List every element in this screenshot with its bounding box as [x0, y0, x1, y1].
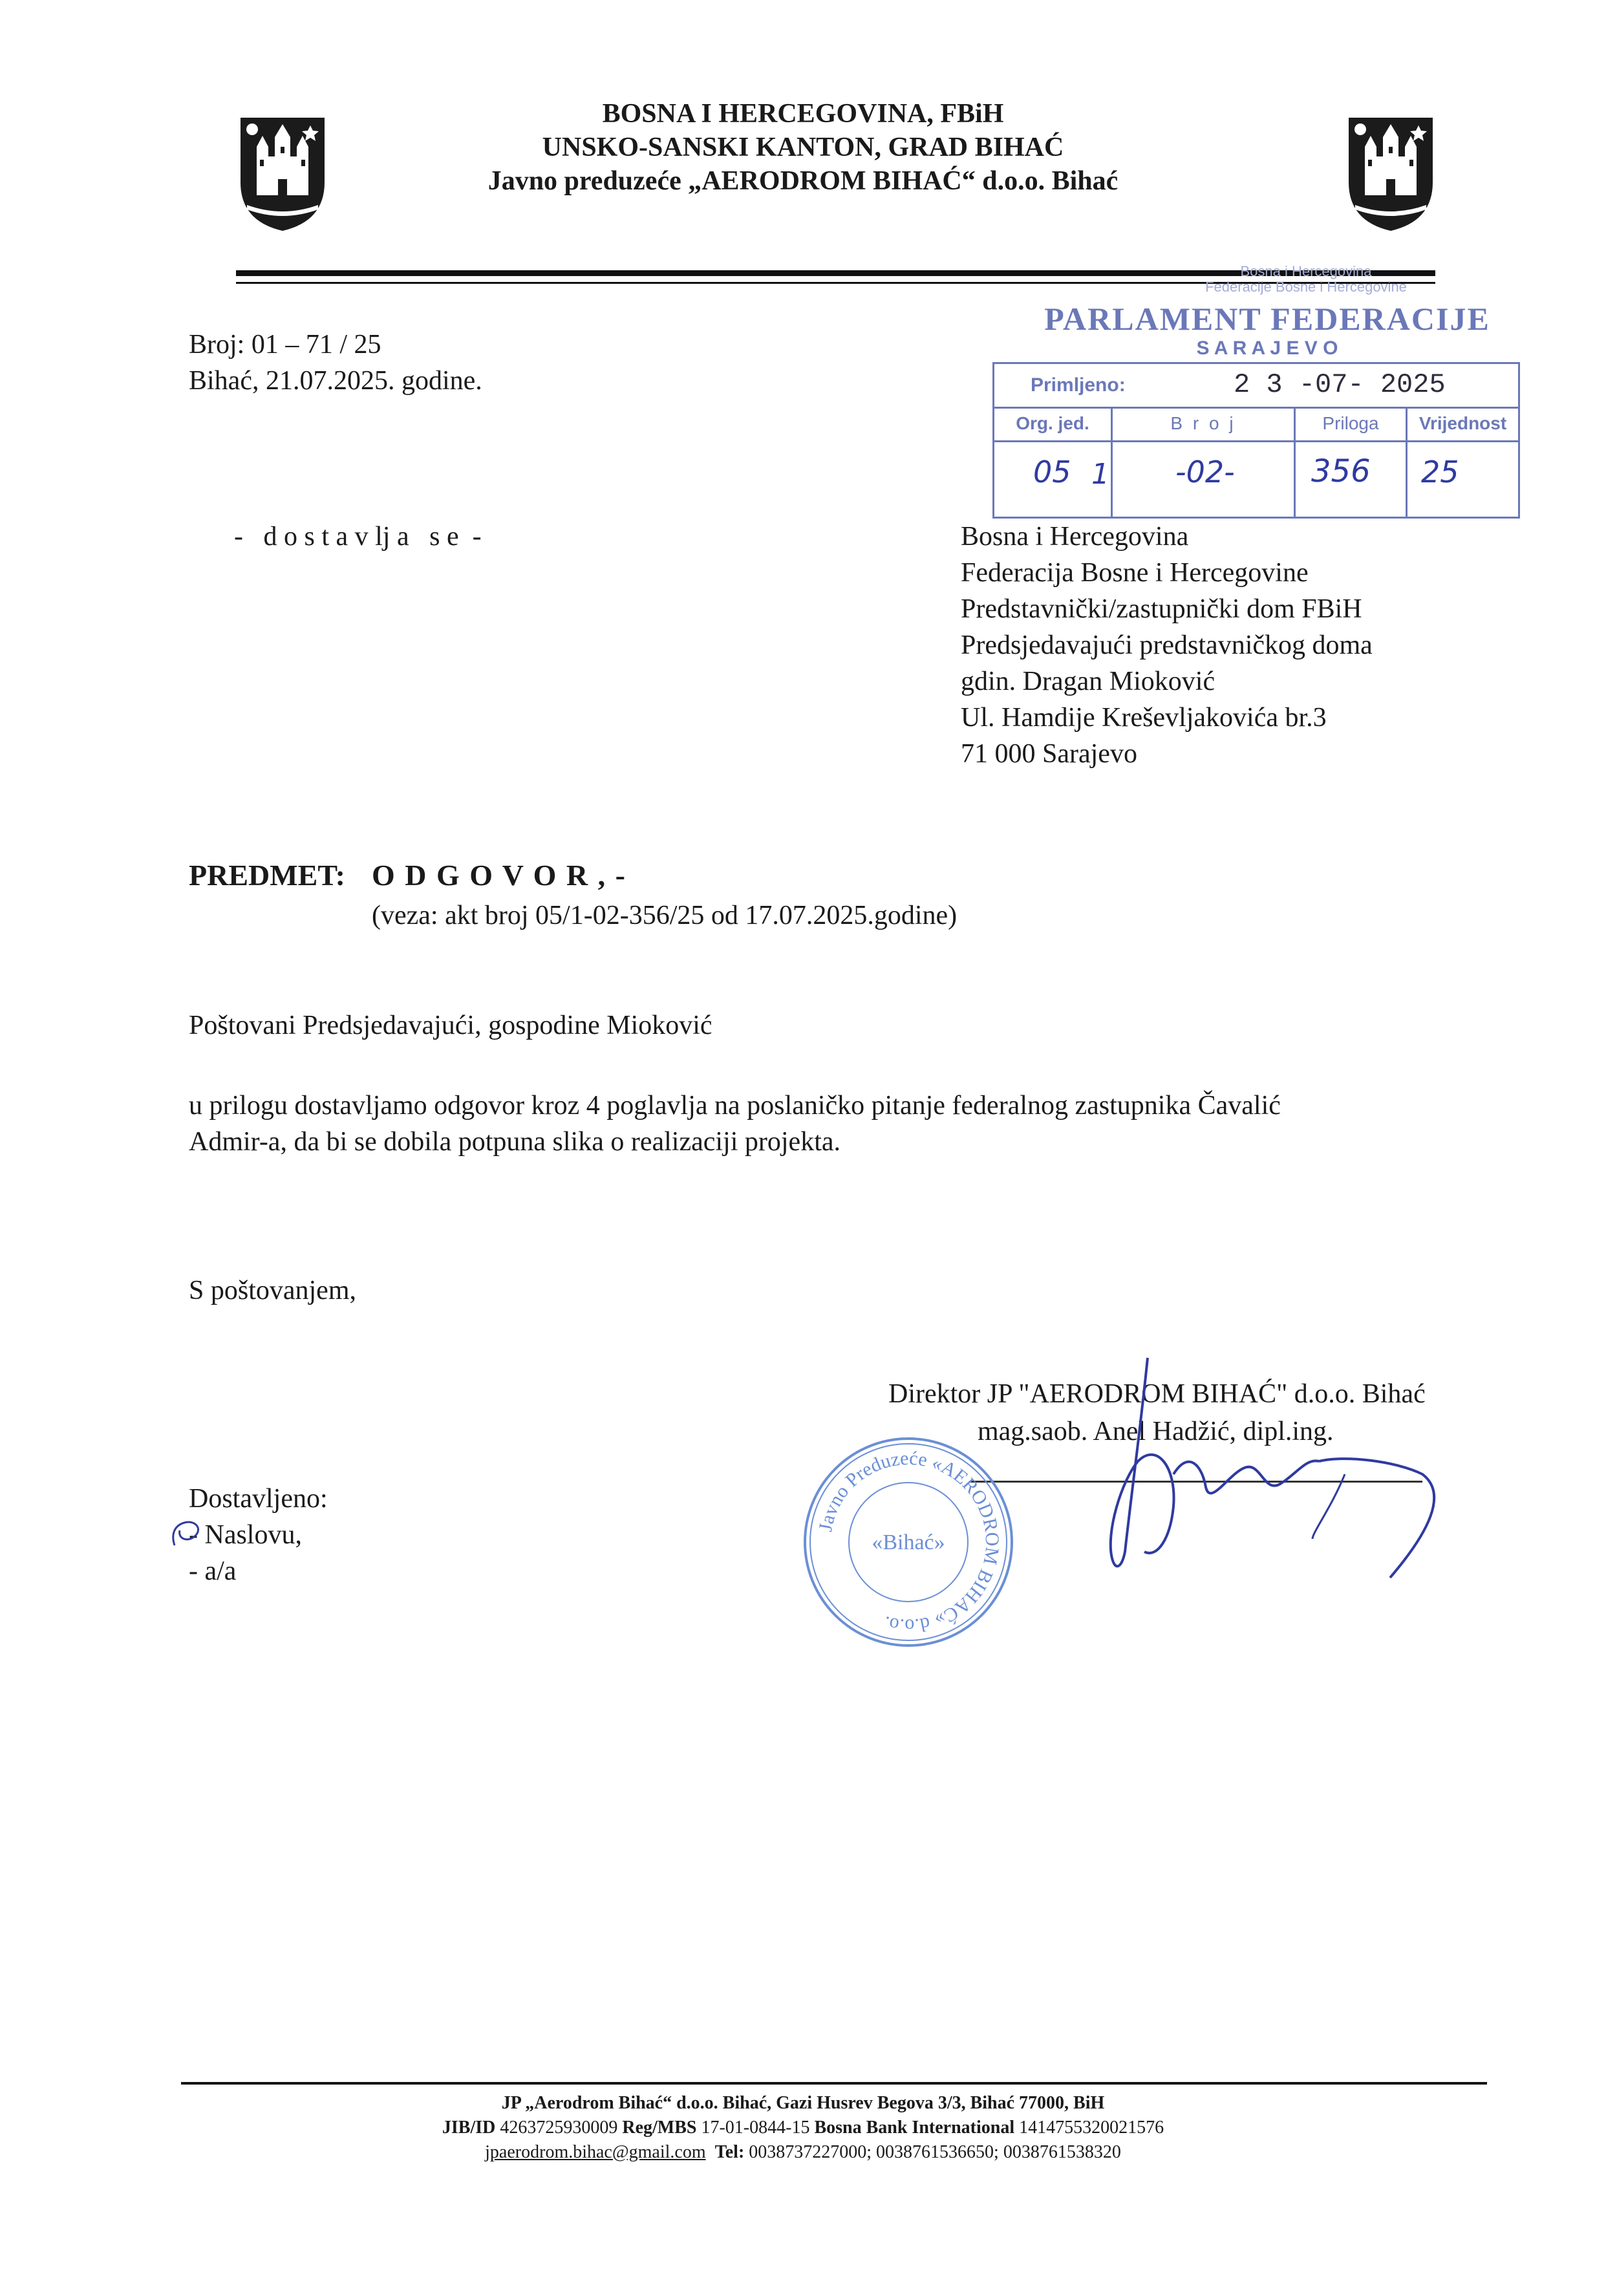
stamp-faint-header [1164, 264, 1448, 295]
footer-bank-value: 1414755320021576 [1019, 2118, 1164, 2138]
reference-block [189, 327, 482, 399]
body-paragraph [189, 1088, 1281, 1160]
stamp-hand-unit: 1 [1091, 458, 1109, 491]
stamp-divider [1294, 440, 1296, 517]
salutation: Poštovani Predsjedavajući, gospodine Mioković [189, 1011, 712, 1040]
stamp-col-priloga: Priloga [1296, 407, 1408, 440]
stamp-hand-number: 356 [1311, 453, 1371, 489]
stamp-city: S A R A J E V O [1196, 338, 1338, 359]
handwritten-signature [1009, 1345, 1474, 1591]
stamp-col-org: Org. jed. [994, 407, 1113, 440]
footer-jib-label: JIB/ID [442, 2118, 496, 2138]
footer-reg-label: Reg/MBS [622, 2118, 697, 2138]
delivery-note: - d o s t a v lj a s e - [234, 522, 482, 552]
stamp-received-date: 2 3 -07- 2025 [1234, 369, 1446, 400]
subject-reference: (veza: akt broj 05/1-02-356/25 od 17.07.2025.godine) [372, 901, 958, 930]
stamp-title: PARLAMENT FEDERACIJE [1044, 301, 1490, 337]
seal-ring-text: Javno Preduzeće «AERODROM BIHAĆ» d.o.o. [815, 1447, 1003, 1637]
footer-reg-value: 17-01-0844-15 [701, 2118, 810, 2138]
seal-center-text: «Bihać» [872, 1530, 945, 1554]
recipient-line: 71 000 Sarajevo [961, 739, 1137, 769]
stamp-faint-line-2: Federacije Bosne i Hercegovine [1205, 279, 1407, 295]
recipient-line: Predsjedavajući predstavničkog doma [961, 630, 1373, 660]
footer [0, 2091, 1606, 2165]
reference-number: Broj: 01 – 71 / 25 [189, 330, 381, 359]
reference-date: Bihać, 21.07.2025. godine. [189, 366, 482, 396]
footer-registration [0, 2116, 1606, 2140]
distribution-item: - a/a [189, 1556, 237, 1586]
footer-tel-value: 0038737227000; 0038761536650; 0038761538320 [749, 2142, 1121, 2162]
footer-email-link[interactable]: jpaerodrom.bihac@gmail.com [485, 2142, 706, 2162]
body-paragraph-line: Admir-a, da bi se dobila potpuna slika o realizaciji projekta. [189, 1127, 840, 1157]
recipient-line: Federacija Bosne i Hercegovine [961, 558, 1309, 588]
handwritten-check-mark [155, 1510, 207, 1549]
recipient-line: Ul. Hamdije Kreševljakovića br.3 [961, 703, 1327, 733]
stamp-hand-year: 25 [1421, 455, 1459, 489]
footer-tel-label: Tel: [714, 2142, 745, 2162]
letterhead-line-3: Javno preduzeće „AERODROM BIHAĆ“ d.o.o. Bihać [487, 166, 1119, 196]
letterhead [0, 97, 1606, 198]
footer-bank-label: Bosna Bank International [814, 2118, 1015, 2138]
stamp-faint-line-1: Bosna i Hercegovina [1240, 263, 1372, 279]
stamp-hand-broj: -02- [1175, 455, 1235, 489]
distribution-item: - Naslovu, [189, 1520, 302, 1550]
footer-address: JP „Aerodrom Bihać“ d.o.o. Bihać, Gazi Husrev Begova 3/3, Bihać 77000, BiH [501, 2093, 1105, 2113]
stamp-divider [1111, 440, 1113, 517]
footer-contact [0, 2140, 1606, 2165]
distribution-label: Dostavljeno: [189, 1484, 328, 1514]
signature-title: Direktor JP "AERODROM BIHAĆ" d.o.o. Bihać [888, 1379, 1426, 1409]
subject-label: PREDMET: [189, 859, 345, 892]
recipient-line: Predstavnički/zastupnički dom FBiH [961, 594, 1362, 624]
stamp-row-headers [994, 407, 1518, 442]
stamp-received-label: Primljeno: [1031, 374, 1126, 396]
stamp-col-vrijednost: Vrijednost [1419, 413, 1507, 433]
stamp-divider [1406, 440, 1408, 517]
footer-rule [181, 2082, 1487, 2085]
signature-name: mag.saob. Anel Hadžić, dipl.ing. [978, 1417, 1334, 1446]
closing: S poštovanjem, [189, 1276, 356, 1305]
stamp-hand-org: 05 [1033, 455, 1071, 489]
stamp-col-broj: B r o j [1113, 407, 1296, 440]
footer-jib-value: 4263725930009 [500, 2118, 618, 2138]
letterhead-line-2: UNSKO-SANSKI KANTON, GRAD BIHAĆ [542, 133, 1064, 162]
recipient-line: gdin. Dragan Mioković [961, 667, 1215, 696]
company-seal-icon [802, 1435, 1015, 1649]
subject-title: O D G O V O R , - [372, 859, 626, 892]
recipient-line: Bosna i Hercegovina [961, 522, 1189, 552]
stamp-row-received [994, 364, 1518, 409]
letterhead-line-1: BOSNA I HERCEGOVINA, FBiH [602, 99, 1004, 129]
received-stamp [992, 362, 1520, 519]
distribution-block [189, 1481, 328, 1589]
recipient-address [961, 519, 1373, 772]
body-paragraph-line: u prilogu dostavljamo odgovor kroz 4 poglavlja na poslaničko pitanje federalnog zastupnika Čavalić [189, 1091, 1281, 1121]
